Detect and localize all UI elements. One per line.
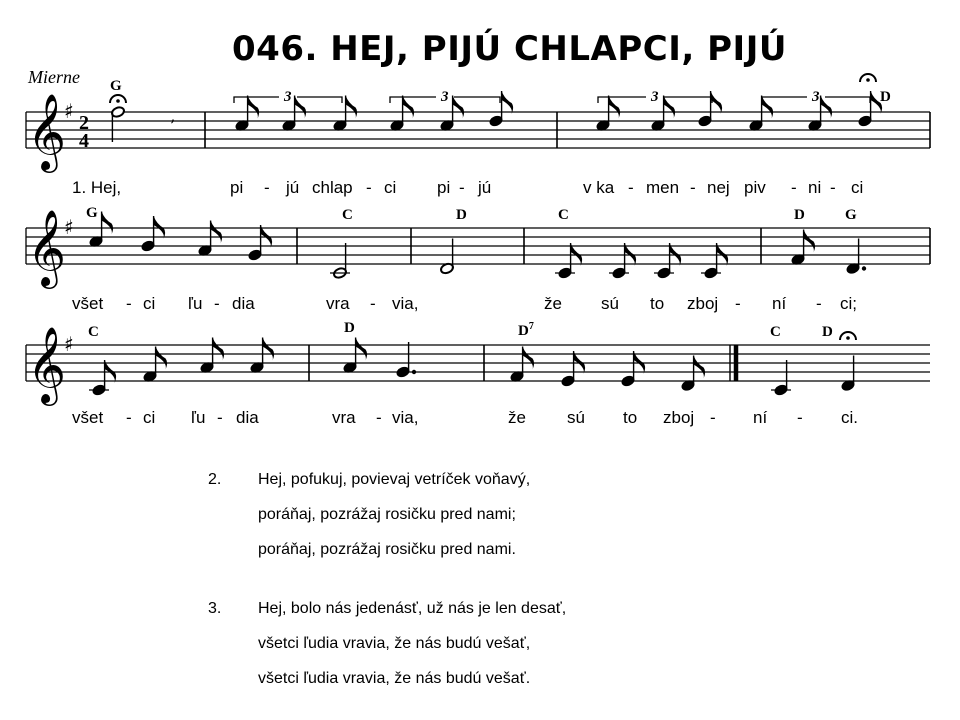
lyric-syllable: ci — [143, 294, 156, 313]
note — [235, 96, 259, 132]
chord-symbol: G — [845, 207, 857, 223]
tuplet-number: 3 — [812, 89, 820, 105]
lyric-syllable: ci — [143, 408, 156, 427]
flag — [213, 338, 225, 361]
flag — [453, 96, 465, 119]
lyric-syllable: - — [217, 408, 223, 427]
flag — [523, 347, 535, 370]
treble-clef-icon: 𝄞 — [27, 326, 67, 403]
lyric-syllable: - — [370, 294, 376, 313]
chord-symbol: C — [88, 324, 99, 340]
lyric-syllable: - — [264, 178, 270, 197]
verse-text: všetci ľudia vravia, že nás budú vešať, — [258, 635, 531, 652]
note — [250, 338, 274, 374]
tuplet-bracket — [762, 89, 870, 105]
time-signature-bottom: 4 — [79, 130, 89, 152]
verse-line — [208, 462, 566, 497]
chord-symbol: D — [456, 207, 467, 223]
verse-line — [208, 626, 566, 661]
verse-text: poráňaj, pozrážaj rosičku pred nami. — [258, 541, 516, 558]
lyric-syllable: piv — [744, 178, 766, 197]
lyric-syllable: - — [690, 178, 696, 197]
flag — [502, 91, 513, 114]
breath-mark-icon: ’ — [170, 116, 176, 135]
tuplet-bracket — [598, 89, 712, 105]
lyric-syllable: zboj — [663, 408, 695, 427]
lyric-syllable: sú — [601, 294, 619, 313]
note — [791, 230, 815, 266]
chord-symbol: C — [770, 324, 781, 340]
chord-symbol: C — [342, 207, 353, 223]
lyric-syllable: ní — [753, 408, 768, 427]
note — [596, 96, 620, 132]
lyric-syllable: pi — [437, 178, 451, 197]
note — [198, 221, 222, 257]
lyric-syllable: ci; — [840, 294, 857, 313]
chord-symbol: G — [110, 78, 122, 94]
note — [330, 243, 350, 279]
chord-symbol: D — [880, 89, 891, 105]
lyric-syllable: vra — [326, 294, 350, 313]
chord-symbol: $D^7$ — [518, 321, 534, 339]
lyric-syllable: 1. Hej, — [72, 178, 122, 197]
note — [343, 338, 367, 374]
lyric-syllable: ci. — [841, 408, 858, 427]
note — [749, 96, 773, 132]
flag — [346, 96, 358, 119]
tuplet-number: 3 — [284, 89, 292, 105]
verse-text: poráňaj, pozrážaj rosičku pred nami; — [258, 506, 516, 523]
notes — [89, 74, 882, 396]
note — [621, 351, 645, 387]
lyrics — [72, 178, 863, 427]
lyric-syllable: všet — [72, 294, 104, 313]
note — [200, 338, 224, 374]
time-signature-top: 2 — [79, 112, 89, 134]
lyric-syllable: men — [646, 178, 680, 197]
lyric-syllable: pi — [230, 178, 244, 197]
chord-symbol: D — [822, 324, 833, 340]
lyric-syllable: - — [628, 178, 634, 197]
tuplet-brackets — [234, 89, 870, 105]
verse-line — [208, 497, 566, 532]
lyric-syllable: - — [126, 408, 132, 427]
lyric-syllable: všet — [72, 408, 104, 427]
flag — [356, 338, 368, 361]
lyric-syllable: - — [366, 178, 372, 197]
lyric-syllable: ni — [808, 178, 822, 197]
lyric-syllable: via, — [392, 408, 419, 427]
flag — [821, 96, 833, 119]
lyric-syllable: - — [214, 294, 220, 313]
flag — [609, 96, 621, 119]
fermata-dot — [846, 336, 850, 340]
sharp-icon: ♯ — [64, 99, 74, 123]
verse-text: Hej, bolo nás jedenásť, už nás je len desať, — [258, 600, 567, 617]
lyric-syllable: ľu — [188, 294, 203, 313]
flag — [248, 96, 260, 119]
note — [846, 239, 867, 275]
chord-symbols — [86, 78, 891, 340]
lyric-syllable: zboj — [687, 294, 719, 313]
verse-text: všetci ľudia vravia, že nás budú vešať. — [258, 670, 531, 687]
lyric-syllable: že — [544, 294, 562, 313]
chord-symbol: D — [794, 207, 805, 223]
fermata-dot — [866, 78, 870, 82]
flag — [403, 96, 415, 119]
verse-3 — [208, 591, 566, 696]
staff-system — [26, 93, 930, 173]
tuplet-number: 3 — [651, 89, 659, 105]
dot — [862, 266, 866, 270]
verse-line — [208, 532, 566, 567]
lyric-syllable: v ka — [583, 178, 615, 197]
lyric-syllable: ľu — [191, 408, 206, 427]
chord-symbol: D — [344, 320, 355, 336]
note — [681, 356, 705, 392]
lyric-syllable: že — [508, 408, 526, 427]
staff-system — [26, 326, 930, 406]
chord-symbol: G — [86, 205, 98, 221]
song-title: 046. HEJ, PIJÚ CHLAPCI, PIJÚ — [232, 29, 787, 69]
chord-superscript: 7 — [528, 321, 534, 332]
treble-clef-icon: 𝄞 — [27, 93, 67, 170]
lyric-syllable: sú — [567, 408, 585, 427]
lyric-syllable: dia — [232, 294, 255, 313]
lyric-syllable: - — [126, 294, 132, 313]
lyric-syllable: - — [735, 294, 741, 313]
sharp-icon: ♯ — [64, 332, 74, 356]
verse-2 — [208, 462, 566, 567]
lyric-syllable: chlap — [312, 178, 353, 197]
lyric-syllable: ní — [772, 294, 787, 313]
lyric-syllable: dia — [236, 408, 259, 427]
verse-number: 2. — [208, 471, 222, 488]
lyric-syllable: - — [710, 408, 716, 427]
lyric-syllable: - — [816, 294, 822, 313]
note — [440, 239, 455, 275]
lyric-syllable: - — [830, 178, 836, 197]
lyric-syllable: jú — [478, 178, 492, 197]
note — [248, 225, 272, 261]
note — [89, 360, 116, 396]
lyric-syllable: nej — [707, 178, 730, 197]
lyric-syllable: jú — [286, 178, 300, 197]
note — [701, 243, 728, 279]
note — [333, 96, 357, 132]
note — [143, 347, 167, 383]
note — [390, 96, 414, 132]
lyric-syllable: ci — [851, 178, 864, 197]
note — [771, 360, 791, 396]
fermata-icon — [110, 95, 126, 103]
flag — [102, 212, 114, 235]
additional-verses — [208, 462, 566, 720]
dot — [412, 370, 416, 374]
flag — [804, 230, 816, 253]
tempo-marking: Mierne — [28, 67, 80, 87]
lyric-syllable: - — [797, 408, 803, 427]
note — [555, 243, 582, 279]
lyric-syllable: - — [459, 178, 465, 197]
note — [396, 342, 417, 378]
flag — [263, 338, 275, 361]
flag — [664, 96, 676, 119]
lyric-syllable: to — [650, 294, 665, 313]
lyric-syllable: via, — [392, 294, 419, 313]
note — [654, 243, 681, 279]
verse-line — [208, 661, 566, 696]
verse-number: 3. — [208, 600, 222, 617]
treble-clef-icon: 𝄞 — [27, 209, 67, 286]
note — [561, 351, 585, 387]
verse-text: Hej, pofukuj, povievaj vetríček voňavý, — [258, 471, 531, 488]
lyric-syllable: to — [623, 408, 638, 427]
note — [510, 347, 534, 383]
lyric-syllable: ci — [384, 178, 397, 197]
lyric-syllable: - — [791, 178, 797, 197]
flag — [762, 96, 774, 119]
flag — [211, 221, 223, 244]
verse-line — [208, 591, 566, 626]
flag — [295, 96, 307, 119]
tuplet-number: 3 — [441, 89, 449, 105]
lyric-syllable: - — [376, 408, 382, 427]
note — [841, 356, 856, 392]
sharp-icon: ♯ — [64, 215, 74, 239]
fermata-dot — [116, 99, 120, 103]
note — [141, 216, 165, 252]
chord-symbol: C — [558, 207, 569, 223]
note — [111, 106, 126, 142]
fermata-icon — [860, 74, 876, 82]
flag — [156, 347, 168, 370]
note — [609, 243, 636, 279]
fermata-icon — [840, 332, 856, 340]
flag — [694, 356, 706, 379]
lyric-syllable: vra — [332, 408, 356, 427]
